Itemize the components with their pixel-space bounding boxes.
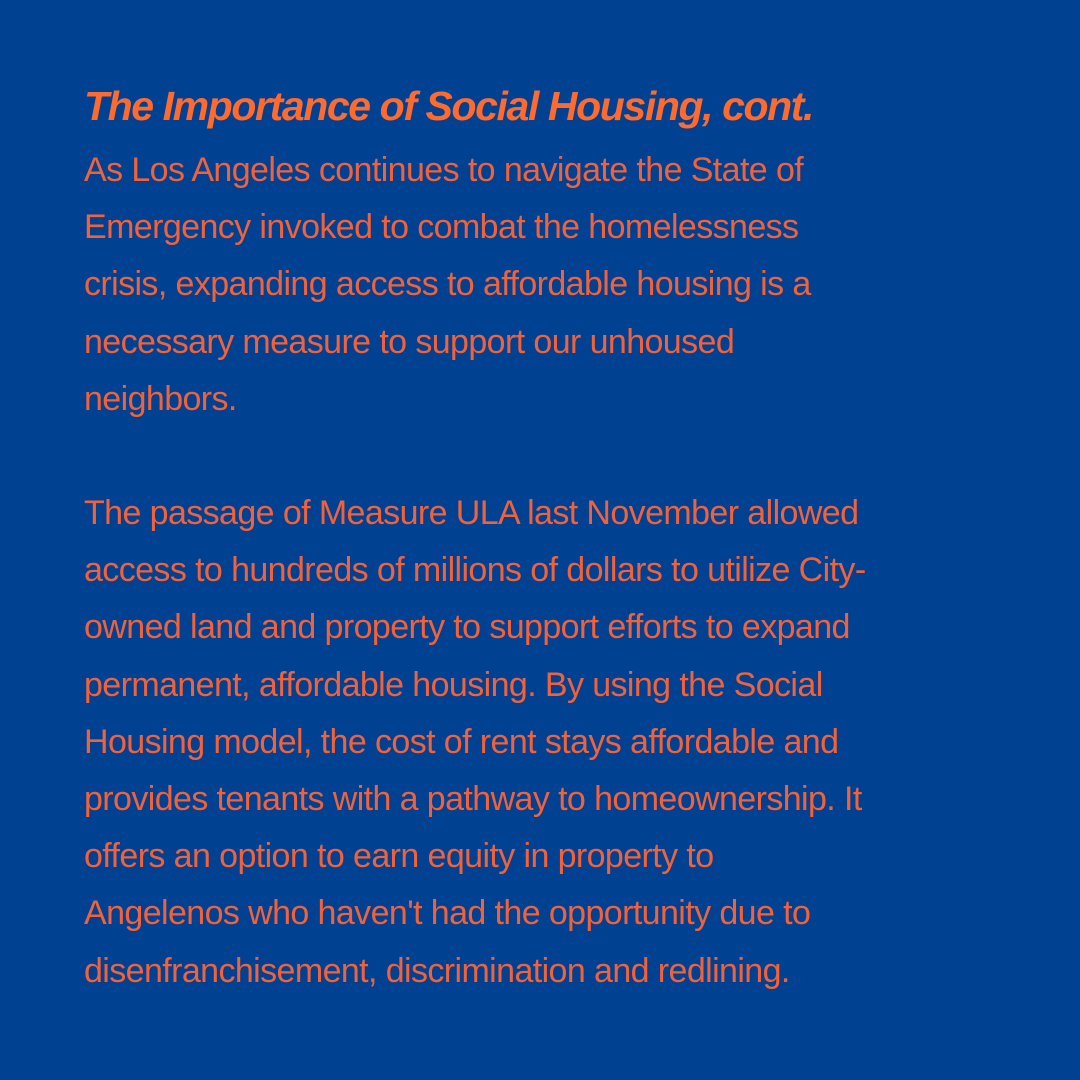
paragraph-line: Emergency invoked to combat the homelessness bbox=[84, 208, 799, 247]
paragraph-line: access to hundreds of millions of dollars to utilize City- bbox=[84, 551, 866, 590]
paragraph-line: Angelenos who haven't had the opportunity due to bbox=[84, 894, 811, 933]
paragraph-line: disenfranchisement, discrimination and redlining. bbox=[84, 951, 790, 990]
paragraph-line: The passage of Measure ULA last November allowed bbox=[84, 494, 859, 533]
paragraph-line: necessary measure to support our unhoused bbox=[84, 322, 735, 361]
paragraph-line: offers an option to earn equity in property to bbox=[84, 837, 714, 876]
paragraph-line: As Los Angeles continues to navigate the State of bbox=[84, 151, 804, 189]
paragraph-line: neighbors. bbox=[84, 379, 237, 418]
paragraph-line: Housing model, the cost of rent stays affordable and bbox=[84, 722, 839, 761]
paragraph-line: provides tenants with a pathway to homeownership. It bbox=[84, 780, 862, 819]
paragraph-measure-ula bbox=[84, 485, 1004, 1000]
paragraph-line: owned land and property to support efforts to expand bbox=[84, 608, 850, 647]
slide-title: The Importance of Social Housing, cont. bbox=[84, 83, 814, 129]
paragraph-line: crisis, expanding access to affordable housing is a bbox=[84, 265, 811, 304]
paragraph-state-of-emergency bbox=[84, 142, 1004, 428]
paragraph-line: permanent, affordable housing. By using the Social bbox=[84, 665, 823, 704]
slide-content bbox=[84, 78, 1004, 1000]
